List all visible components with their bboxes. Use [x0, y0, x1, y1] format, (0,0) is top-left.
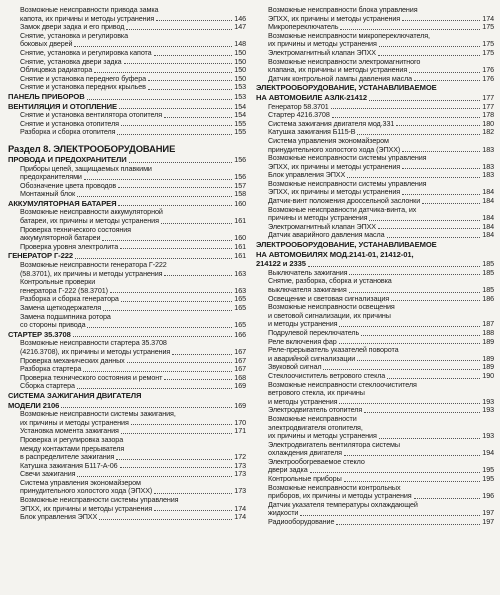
toc-entry-text: Система управления экономайзером	[268, 135, 389, 145]
toc-entry-text: Проверка и регулировка зазора	[20, 434, 124, 444]
toc-page-number: 177	[482, 92, 494, 102]
toc-entry-text: СИСТЕМА ЗАЖИГАНИЯ ДВИГАТЕЛЯ	[8, 390, 142, 400]
leader-dots	[131, 423, 233, 425]
toc-entry-text: Электромагнитный клапан ЭПХХ	[268, 221, 377, 231]
toc-entry-text: аккумуляторной батареи	[20, 233, 101, 243]
leader-dots	[308, 265, 480, 267]
toc-entry-text: Снятие и установка вентилятора отопителя	[20, 110, 163, 120]
leader-dots	[357, 133, 480, 135]
toc-page-number: 188	[482, 327, 494, 337]
toc-entry-text: Снятие и установка отопителя	[20, 118, 119, 128]
toc-entry-text: Замена подшипника ротора	[20, 311, 111, 321]
toc-entry-text: Система управления экономайзером	[20, 477, 141, 487]
leader-dots	[340, 28, 480, 30]
toc-page-number: 186	[482, 293, 494, 303]
toc-left-column	[8, 6, 246, 595]
leader-dots	[379, 437, 481, 439]
leader-dots	[129, 161, 233, 163]
toc-page-number: 172	[234, 452, 246, 462]
toc-page-number: 158	[234, 189, 246, 199]
toc-entry-text: ЭПХХ, их причины и методы устранения	[268, 187, 401, 197]
leader-dots	[402, 193, 480, 195]
leader-dots	[154, 509, 232, 511]
toc-heading	[8, 93, 246, 102]
toc-page-number: 187	[482, 319, 494, 329]
leader-dots	[310, 471, 481, 473]
leader-dots	[87, 326, 232, 328]
toc-entry-text: жидкости	[268, 508, 299, 518]
toc-page-number: 183	[482, 161, 494, 171]
toc-entry-text: Установка момента зажигания	[20, 426, 119, 436]
toc-entry-text: Снятие и установка передних крыльев	[20, 82, 146, 92]
leader-dots	[116, 458, 232, 460]
toc-page-number: 176	[482, 65, 494, 75]
toc-page-number: 165	[234, 320, 246, 330]
toc-page-number: 194	[482, 448, 494, 458]
toc-entry-text: Раздел 8. ЭЛЕКТРООБОРУДОВАНИЕ	[8, 142, 176, 154]
leader-dots	[364, 411, 480, 413]
toc-page-number: 177	[482, 101, 494, 111]
toc-page-number: 184	[482, 230, 494, 240]
toc-entry-text: Микропереключатель	[268, 22, 339, 32]
leader-dots	[387, 236, 481, 238]
leader-dots	[344, 454, 480, 456]
toc-entry-text: Обозначение цвета проводов	[20, 180, 117, 190]
leader-dots	[409, 71, 480, 73]
toc-entry	[8, 243, 246, 252]
toc-page-number: 183	[482, 170, 494, 180]
leader-dots	[349, 273, 480, 275]
leader-dots	[87, 98, 233, 100]
leader-dots	[84, 178, 232, 180]
toc-page-number: 173	[234, 469, 246, 479]
toc-page-number: 190	[482, 370, 494, 380]
toc-page-number: 163	[234, 268, 246, 278]
toc-page-number: 180	[482, 118, 494, 128]
toc-page-number: 171	[234, 426, 246, 436]
toc-page-number: 166	[234, 329, 246, 339]
toc-page-number: 146	[234, 13, 246, 23]
toc-page-number: 156	[234, 172, 246, 182]
toc-page-number: 169	[234, 381, 246, 391]
leader-dots	[402, 150, 480, 152]
toc-entry-text: ветрового стекла, их причины	[268, 388, 365, 398]
toc-page-number: 165	[234, 303, 246, 312]
leader-dots	[154, 54, 233, 56]
toc-page-number: 193	[482, 396, 494, 406]
toc-page-number: 153	[234, 91, 246, 101]
toc-page-number: 155	[234, 127, 246, 137]
leader-dots	[332, 116, 481, 118]
toc-entry-text: ПАНЕЛЬ ПРИБОРОВ	[8, 91, 85, 101]
toc-entry-text: электродвигателя отопителя,	[268, 422, 363, 432]
leader-dots	[349, 291, 481, 293]
toc-entry-text: 214122 и 2335	[256, 259, 306, 269]
toc-page-number: 175	[482, 22, 494, 32]
toc-page-number: 189	[482, 336, 494, 346]
toc-entry-text: предохранителями	[20, 172, 82, 182]
leader-dots	[369, 99, 480, 101]
leader-dots	[75, 257, 232, 259]
toc-entry-text: Система зажигания двигателя мод.331	[268, 118, 395, 128]
toc-entry-text: и методы устранения	[268, 396, 338, 406]
toc-entry-text: Снятие и установка переднего буфера	[20, 73, 146, 83]
toc-entry-text: охлаждения двигателя	[268, 448, 342, 458]
toc-entry-text: между контактами прерывателя	[20, 443, 125, 453]
leader-dots	[121, 124, 232, 126]
toc-entry-text: Разборка стартера	[20, 364, 82, 374]
toc-entry-text: Облицовка радиатора	[20, 65, 93, 75]
toc-page-number: 174	[482, 13, 494, 23]
leader-dots	[110, 291, 232, 293]
toc-entry-text: Блок управления ЭПХХ	[268, 170, 346, 180]
toc-entry-text: приборов, их причины и методы устранения	[268, 491, 412, 501]
toc-entry	[8, 321, 246, 330]
toc-entry-text: Контрольные приборы	[268, 474, 342, 484]
leader-dots	[73, 335, 233, 337]
leader-dots	[127, 361, 233, 363]
toc-page-number: 157	[234, 180, 246, 190]
toc-page-number: 153	[234, 82, 246, 92]
toc-page-number: 195	[482, 474, 494, 484]
leader-dots	[154, 492, 232, 494]
toc-page-number: 184	[482, 213, 494, 223]
leader-dots	[378, 54, 480, 56]
toc-entry	[256, 75, 494, 84]
toc-entry-text: Снятие, установка двери задка	[20, 56, 122, 66]
toc-entry-text: ЭПХХ, их причины и методы устранения	[268, 13, 401, 23]
toc-page-number: 167	[234, 355, 246, 365]
toc-page-number: 175	[482, 47, 494, 57]
leader-dots	[347, 176, 480, 178]
leader-dots	[369, 219, 480, 221]
toc-page-number: 167	[234, 364, 246, 374]
toc-entry-text: батареи, их причины и методы устранения	[20, 216, 159, 226]
toc-entry-text: Сборка стартера	[20, 381, 75, 391]
toc-entry-text: Монтажный блок	[20, 189, 76, 199]
toc-page-number: 154	[234, 110, 246, 120]
leader-dots	[300, 514, 480, 516]
toc-entry-text: их причины и методы устранения	[268, 39, 377, 49]
toc-entry-text: Свечи зажигания	[20, 469, 76, 479]
leader-dots	[357, 359, 480, 361]
leader-dots	[339, 342, 481, 344]
toc-entry-text: МОДЕЛИ 2106	[8, 400, 60, 410]
toc-entry-text: принудительного холостого хода (ЭПХХ)	[268, 144, 401, 154]
toc-entry-text: Датчик указателя температуры охлаждающей	[268, 499, 418, 509]
toc-entry-text: Датчик-винт положения дроссельной заслонки	[268, 196, 421, 206]
toc-entry-text: Возможные неисправности	[268, 413, 357, 423]
toc-page-number: 175	[482, 39, 494, 49]
toc-entry-text: клапана, их причины и методы устранения	[268, 65, 408, 75]
leader-dots	[361, 334, 480, 336]
toc-page-number: 165	[234, 294, 246, 304]
toc-entry	[8, 513, 246, 522]
toc-entry-text: Освещение и световая сигнализация	[268, 293, 390, 303]
toc-page-number: 150	[234, 73, 246, 83]
leader-dots	[118, 204, 232, 206]
leader-dots	[164, 378, 232, 380]
toc-page-number: 156	[234, 154, 246, 164]
leader-dots	[164, 274, 232, 276]
toc-page-number: 184	[482, 196, 494, 206]
leader-dots	[396, 124, 480, 126]
leader-dots	[77, 387, 232, 389]
toc-entry	[8, 128, 246, 137]
toc-entry-text: Разборка и сборка отопителя	[20, 127, 116, 137]
toc-page-number: 168	[234, 372, 246, 382]
toc-entry-text: причины и методы устранения	[268, 213, 368, 223]
toc-page-number: 176	[482, 73, 494, 83]
toc-entry-text: Замок двери задка и его привод	[20, 22, 125, 32]
toc-entry-text: Электродвигатель отопителя	[268, 405, 363, 415]
leader-dots	[148, 79, 232, 81]
leader-dots	[118, 186, 232, 188]
toc-entry-text: Катушка зажигания Б117-А-06	[20, 460, 118, 470]
toc-entry-text: и методы устранения	[268, 319, 338, 329]
toc-entry-text: Проверка технического состояния	[20, 224, 131, 234]
leader-dots	[61, 406, 232, 408]
toc-entry-text: в распределителе зажигания	[20, 452, 115, 462]
toc-entry-text: принудительного холостого хода (ЭПХХ)	[20, 486, 153, 496]
toc-page-number: 169	[234, 400, 246, 410]
toc-entry-text: Возможные неисправности аккумуляторной	[20, 207, 163, 217]
toc-entry-text: Разборка и сборка генератора	[20, 294, 119, 304]
toc-entry-text: и аварийной сигнализации	[268, 353, 356, 363]
toc-entry	[256, 231, 494, 240]
leader-dots	[422, 202, 480, 204]
toc-entry-text: генератора Г-222 (58.3701)	[20, 285, 108, 295]
leader-dots	[117, 133, 232, 135]
toc-page-number: 197	[482, 508, 494, 518]
toc-page-number: 189	[482, 353, 494, 363]
leader-dots	[124, 62, 233, 64]
toc-page-number: 161	[234, 241, 246, 251]
toc-entry-text: и световой сигнализации, их причины	[268, 310, 391, 320]
leader-dots	[339, 402, 480, 404]
toc-entry-text: боковых дверей	[20, 39, 73, 49]
toc-page-number: 185	[482, 267, 494, 277]
toc-entry	[8, 190, 246, 199]
leader-dots	[120, 247, 232, 249]
leader-dots	[391, 299, 480, 301]
toc-page-number: 150	[234, 65, 246, 75]
toc-page-number: 150	[234, 56, 246, 66]
toc-entry-text: Возможные неисправности системы управления	[268, 153, 427, 163]
toc-entry-text: Электрообогреваемое стекло	[268, 456, 365, 466]
toc-page-number: 193	[482, 431, 494, 441]
toc-entry-text: Датчик контрольной лампы давления масла	[268, 73, 413, 83]
toc-page-number: 184	[482, 187, 494, 197]
toc-entry-text: ВЕНТИЛЯЦИЯ И ОТОПЛЕНИЕ	[8, 101, 117, 111]
toc-page-number: 148	[234, 39, 246, 49]
toc-entry-text: Возможные неисправности системы зажигания,	[20, 409, 176, 419]
leader-dots	[77, 195, 232, 197]
toc-entry-text: НА АВТОМОБИЛЯХ МОД.2141-01, 21412-01,	[256, 249, 414, 259]
leader-dots	[344, 480, 481, 482]
toc-entry-text: Стеклоочиститель ветрового стекла	[268, 370, 386, 380]
toc-entry-text: Подрулевой переключатель	[268, 327, 360, 337]
toc-entry-text: Стартер 4216.3708	[268, 110, 330, 120]
toc-entry-text: Реле включения фар	[268, 336, 337, 346]
toc-page-number: 147	[234, 22, 246, 32]
toc-entry-text: Снятие, установка и регулировка капота	[20, 47, 152, 57]
leader-dots	[402, 19, 480, 21]
toc-page-number: 196	[482, 491, 494, 501]
toc-entry-text: Выключатель зажигания	[268, 267, 348, 277]
toc-page-number: 160	[234, 233, 246, 243]
toc-entry-text: со стороны привода	[20, 320, 86, 330]
leader-dots	[83, 370, 232, 372]
toc-entry-text: Возможные неисправности контрольных	[268, 482, 401, 492]
leader-dots	[172, 353, 232, 355]
leader-dots	[99, 518, 232, 520]
toc-entry-text: Возможные неисправности генератора Г-222	[20, 260, 167, 270]
toc-page-number: 161	[234, 216, 246, 226]
toc-entry-text: двери задка	[268, 465, 308, 475]
leader-dots	[414, 497, 481, 499]
toc-page-number: 174	[234, 503, 246, 513]
toc-page-number: 161	[234, 251, 246, 261]
section-title	[8, 143, 246, 155]
toc-page-number: 163	[234, 285, 246, 295]
toc-entry-text: выключателя зажигания	[268, 285, 347, 294]
leader-dots	[103, 309, 232, 311]
toc-page-number: 185	[482, 285, 494, 294]
toc-entry-text: Реле-прерыватель указателей поворота	[268, 345, 399, 355]
toc-entry-text: Звуковой сигнал	[268, 362, 322, 372]
toc-entry-text: Возможные неисправности блока управления	[268, 6, 418, 14]
toc-entry-text: капота, их причины и методы устранения	[20, 13, 155, 23]
leader-dots	[102, 239, 232, 241]
toc-page-number: 173	[234, 460, 246, 470]
toc-page-number: 183	[482, 144, 494, 154]
leader-dots	[414, 79, 480, 81]
toc-page-number: 178	[482, 110, 494, 120]
leader-dots	[164, 116, 232, 118]
toc-right-column	[256, 6, 494, 595]
toc-page-number: 182	[482, 127, 494, 137]
leader-dots	[156, 19, 232, 21]
toc-page-number: 173	[234, 486, 246, 496]
leader-dots	[323, 368, 480, 370]
leader-dots	[387, 377, 480, 379]
toc-entry-text: Возможные неисправности микропереключателя,	[268, 30, 430, 40]
toc-entry	[8, 83, 246, 92]
toc-heading	[256, 251, 494, 260]
toc-entry	[256, 518, 494, 527]
leader-dots	[379, 45, 481, 47]
toc-entry-text: Возможные неисправности электромагнитного	[268, 56, 421, 66]
toc-entry-text: их причины и методы устранения	[20, 417, 129, 427]
toc-page-number: 193	[482, 405, 494, 415]
leader-dots	[119, 107, 232, 109]
toc-entry-text: ЭЛЕКТРООБОРУДОВАНИЕ, УСТАНАВЛИВАЕМОЕ	[256, 240, 437, 250]
toc-entry-text: Снятие, разборка, сборка и установка	[268, 276, 392, 286]
toc-page-number: 160	[234, 198, 246, 208]
toc-entry-text: Замена щеткодержателя	[20, 303, 101, 312]
toc-entry-text: ЭЛЕКТРООБОРУДОВАНИЕ, УСТАНАВЛИВАЕМОЕ	[256, 83, 437, 93]
toc-page-number: 184	[482, 221, 494, 231]
toc-entry-text: Проверка технического состояния и ремонт	[20, 372, 163, 382]
toc-entry-text: ЭПХХ, их причины и методы устранения	[20, 503, 153, 513]
toc-entry-text: Проверка уровня электролита	[20, 241, 119, 251]
toc-entry-text: (58.3701), их причины и методы устранения	[20, 268, 163, 278]
toc-entry-text: Возможные неисправности стеклоочистителя	[268, 379, 417, 389]
leader-dots	[94, 71, 232, 73]
toc-entry-text: Возможные неисправности стартера 35.3708	[20, 338, 167, 348]
toc-page-number: 170	[234, 417, 246, 427]
toc-entry-text: Приборы цепей, защищаемых плавкими	[20, 163, 152, 173]
toc-page-number: 167	[234, 346, 246, 356]
leader-dots	[74, 45, 232, 47]
toc-entry-text: Электродвигатель вентилятора системы	[268, 439, 400, 449]
toc-entry-text: Возможные неисправности привода замка	[20, 6, 159, 14]
toc-entry-text: ПРОВОДА И ПРЕДОХРАНИТЕЛИ	[8, 154, 127, 164]
leader-dots	[339, 325, 480, 327]
leader-dots	[161, 222, 232, 224]
toc-heading	[256, 84, 494, 93]
toc-entry-text: АККУМУЛЯТОРНАЯ БАТАРЕЯ	[8, 198, 117, 208]
toc-page-number: 150	[234, 47, 246, 57]
toc-page-number: 174	[234, 512, 246, 522]
toc-page-number: 154	[234, 101, 246, 111]
leader-dots	[77, 475, 232, 477]
toc-entry-text: СТАРТЕР 35.3708	[8, 329, 71, 339]
toc-page-number: 185	[482, 259, 494, 269]
toc-entry-text: их причины и методы устранения	[268, 431, 377, 441]
toc-entry-text: Контрольные проверки	[20, 277, 96, 287]
toc-entry-text: Возможные неисправности датчика-винта, их	[268, 204, 417, 214]
leader-dots	[121, 432, 233, 434]
leader-dots	[121, 300, 233, 302]
toc-entry-text: ГЕНЕРАТОР Г-222	[8, 251, 73, 261]
toc-entry	[8, 382, 246, 391]
toc-entry-text: Катушка зажигания Б115-В	[268, 127, 356, 137]
toc-entry-text: (4216.3708), их причины и методы устранения	[20, 346, 171, 356]
toc-entry-text: Возможные неисправности системы управления	[268, 178, 427, 188]
toc-page-number: 197	[482, 517, 494, 527]
toc-heading	[256, 241, 494, 250]
toc-entry-text: Генератор 58.3701	[268, 101, 329, 111]
toc-page-number: 189	[482, 362, 494, 372]
toc-entry-text: НА АВТОМОБИЛЕ АЗЛК-21412	[256, 92, 368, 102]
toc-entry-text: Датчик аварийного давления масла	[268, 230, 385, 240]
leader-dots	[402, 167, 480, 169]
toc-entry-text: Проверка механических данных	[20, 355, 125, 365]
toc-heading	[8, 392, 246, 401]
toc-page-number: 195	[482, 465, 494, 475]
toc-entry-text: Блок управления ЭПХХ	[20, 512, 98, 522]
leader-dots	[126, 28, 232, 30]
leader-dots	[120, 466, 233, 468]
toc-entry-text: Радиооборудование	[268, 517, 335, 527]
leader-dots	[148, 88, 232, 90]
toc-page-number: 155	[234, 118, 246, 128]
leader-dots	[378, 227, 480, 229]
toc-entry-text: Возможные неисправности системы управления	[20, 495, 179, 505]
toc-entry-text: Возможные неисправности освещения	[268, 302, 395, 312]
toc-entry-text: Снятие, установка и регулировка	[20, 30, 129, 40]
toc-entry-text: ЭПХХ, их причины и методы устранения	[268, 161, 401, 171]
leader-dots	[336, 523, 480, 525]
leader-dots	[331, 107, 481, 109]
toc-entry-text: Электромагнитный клапан ЭПХХ	[268, 47, 377, 57]
